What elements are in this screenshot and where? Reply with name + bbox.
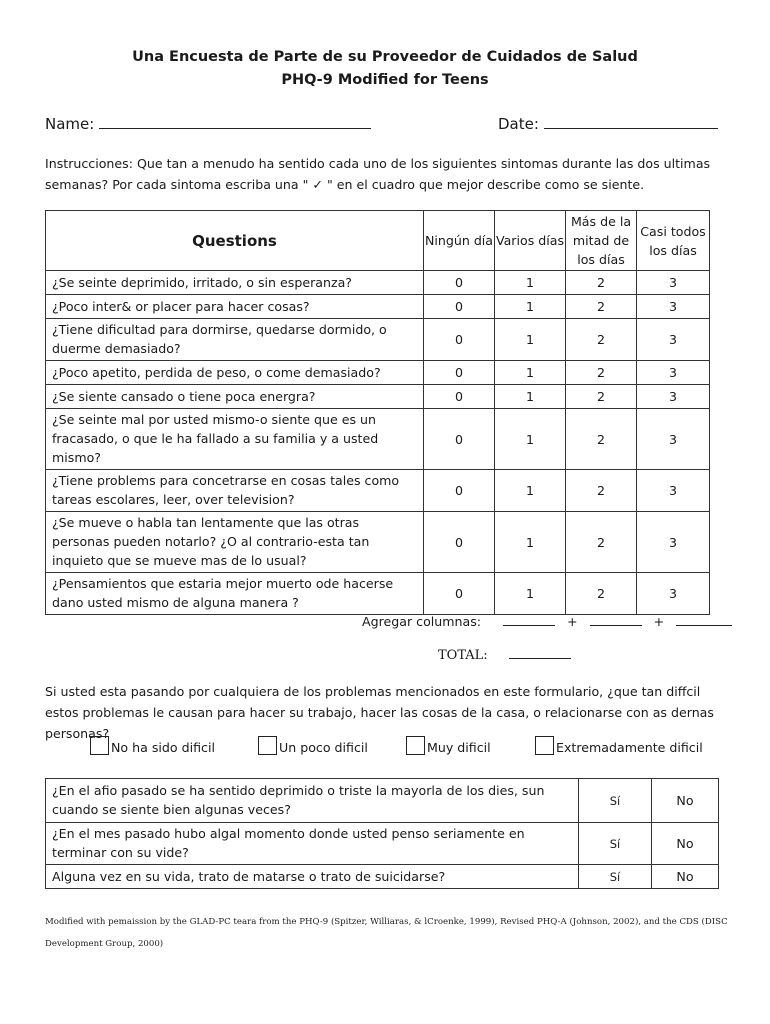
score-cell[interactable]: 2 [566,470,637,512]
difficulty-option-3[interactable] [535,736,703,755]
no-option[interactable]: No [652,823,719,865]
question-text: ¿Se seinte mal por usted mismo-o siente que es un fracasado, o que le ha fallado a su familia y a usted mismo? [46,409,424,470]
instructions: Instrucciones: Que tan a menudo ha sentido cada uno de los siguientes sintomas durante las dos ultimas semanas? Por cada sintoma escriba una " ✓ " en el cuadro que mejor describe como se siente. [45,156,711,192]
score-cell[interactable]: 0 [424,512,495,573]
question-text: ¿Se siente cansado o tiene poca energra? [46,385,424,409]
plus-sign: + [567,614,578,629]
score-cell[interactable]: 3 [637,512,710,573]
score-cell[interactable]: 1 [495,319,566,361]
difficulty-option-2[interactable] [406,736,491,755]
name-field[interactable] [45,115,371,133]
form-subtitle: PHQ-9 Modified for Teens [281,72,489,88]
score-cell[interactable]: 3 [637,295,710,319]
question-text: ¿En el afio pasado se ha sentido deprimido o triste la mayorla de los dies, sun cuando se siente bien algunas veces? [46,779,579,823]
score-cell[interactable]: 2 [566,361,637,385]
additional-questions-table [45,778,719,889]
footnote: Modified with pemaission by the GLAD-PC teara from the PHQ-9 (Spitzer, Williaras, & lCroenke, 1999), Revised PHQ-A (Johnson, 2002), and the CDS (DISC Development Group, 2000) [45,917,728,949]
add-columns-label: Agregar columnas: [362,614,482,629]
score-cell[interactable]: 3 [637,470,710,512]
table-row [46,409,710,470]
difficulty-option-0[interactable] [90,736,215,755]
score-cell[interactable]: 1 [495,512,566,573]
name-label: Name: [45,115,95,133]
questions-header: Questions [46,211,424,271]
sum-blank-2[interactable] [590,625,642,626]
table-row [46,865,719,889]
score-cell[interactable]: 0 [424,361,495,385]
question-text: ¿Poco apetito, perdida de peso, o come demasiado? [46,361,424,385]
score-cell[interactable]: 3 [637,385,710,409]
checkbox[interactable] [535,736,554,755]
score-cell[interactable]: 2 [566,573,637,615]
question-text: ¿Se mueve o habla tan lentamente que las otras personas pueden notarlo? ¿O al contrario-esta tan inquieto que se mueve mas de lo usual? [46,512,424,573]
score-cell[interactable]: 1 [495,409,566,470]
question-text: ¿Poco inter& or placer para hacer cosas? [46,295,424,319]
checkbox[interactable] [258,736,277,755]
score-cell[interactable]: 2 [566,385,637,409]
score-cell[interactable]: 0 [424,295,495,319]
question-text: ¿Se seinte deprimido, irritado, o sin esperanza? [46,271,424,295]
name-blank[interactable] [99,128,371,129]
score-cell[interactable]: 3 [637,361,710,385]
score-cell[interactable]: 2 [566,512,637,573]
option-label: No ha sido dificil [111,740,215,755]
col-header-0: Ningún día [424,211,495,271]
date-blank[interactable] [544,128,718,129]
score-cell[interactable]: 1 [495,573,566,615]
score-cell[interactable]: 1 [495,385,566,409]
score-cell[interactable]: 0 [424,319,495,361]
table-row [46,319,710,361]
score-cell[interactable]: 3 [637,409,710,470]
col-header-3: Casi todos los días [637,211,710,271]
score-cell[interactable]: 0 [424,470,495,512]
total-field[interactable] [509,648,571,663]
score-cell[interactable]: 0 [424,385,495,409]
checkbox[interactable] [90,736,109,755]
col-header-1: Varios días [495,211,566,271]
form-title: Una Encuesta de Parte de su Proveedor de Cuidados de Salud [132,49,638,65]
question-text: ¿En el mes pasado hubo algal momento donde usted penso seriamente en terminar con su vide? [46,823,579,865]
date-label: Date: [498,115,539,133]
difficulty-option-1[interactable] [258,736,368,755]
score-cell[interactable]: 2 [566,295,637,319]
score-cell[interactable]: 3 [637,319,710,361]
score-cell[interactable]: 1 [495,470,566,512]
table-row [46,470,710,512]
score-cell[interactable]: 1 [495,271,566,295]
score-cell[interactable]: 2 [566,319,637,361]
yes-option[interactable]: Sí [579,779,652,823]
question-text: ¿Pensamientos que estaria mejor muerto ode hacerse dano usted mismo de alguna manera ? [46,573,424,615]
date-field[interactable] [498,115,718,133]
option-label: Muy dificil [427,740,491,755]
yes-option[interactable]: Sí [579,865,652,889]
table-row [46,295,710,319]
phq9-table [45,210,710,615]
column-sums [503,614,732,629]
table-row [46,823,719,865]
table-row [46,573,710,615]
score-cell[interactable]: 1 [495,361,566,385]
total-blank[interactable] [509,658,571,659]
score-cell[interactable]: 2 [566,271,637,295]
option-label: Extremadamente dificil [556,740,703,755]
table-row [46,361,710,385]
question-text: ¿Tiene dificultad para dormirse, quedarse dormido, o duerme demasiado? [46,319,424,361]
no-option[interactable]: No [652,779,719,823]
score-cell[interactable]: 3 [637,573,710,615]
sum-blank-3[interactable] [676,625,732,626]
table-row [46,385,710,409]
table-row [46,779,719,823]
table-row [46,512,710,573]
table-row [46,271,710,295]
score-cell[interactable]: 0 [424,409,495,470]
score-cell[interactable]: 0 [424,271,495,295]
score-cell[interactable]: 2 [566,409,637,470]
plus-sign: + [653,614,665,629]
difficulty-question: Si usted esta pasando por cualquiera de los problemas mencionados en este formulario, ¿que tan diffcil estos problemas le causan para hacer su trabajo, hacer las cosas de la casa, o relacionarse con as dernas personas? [45,684,714,741]
checkbox[interactable] [406,736,425,755]
no-option[interactable]: No [652,865,719,889]
col-header-2: Más de la mitad de los días [566,211,637,271]
score-cell[interactable]: 0 [424,573,495,615]
score-cell[interactable]: 3 [637,271,710,295]
question-text: Alguna vez en su vida, trato de matarse o trato de suicidarse? [46,865,579,889]
sum-blank-1[interactable] [503,625,555,626]
yes-option[interactable]: Sí [579,823,652,865]
question-text: ¿Tiene problems para concetrarse en cosas tales como tareas escolares, leer, over television? [46,470,424,512]
score-cell[interactable]: 1 [495,295,566,319]
total-label: TOTAL: [438,648,488,663]
option-label: Un poco dificil [279,740,368,755]
